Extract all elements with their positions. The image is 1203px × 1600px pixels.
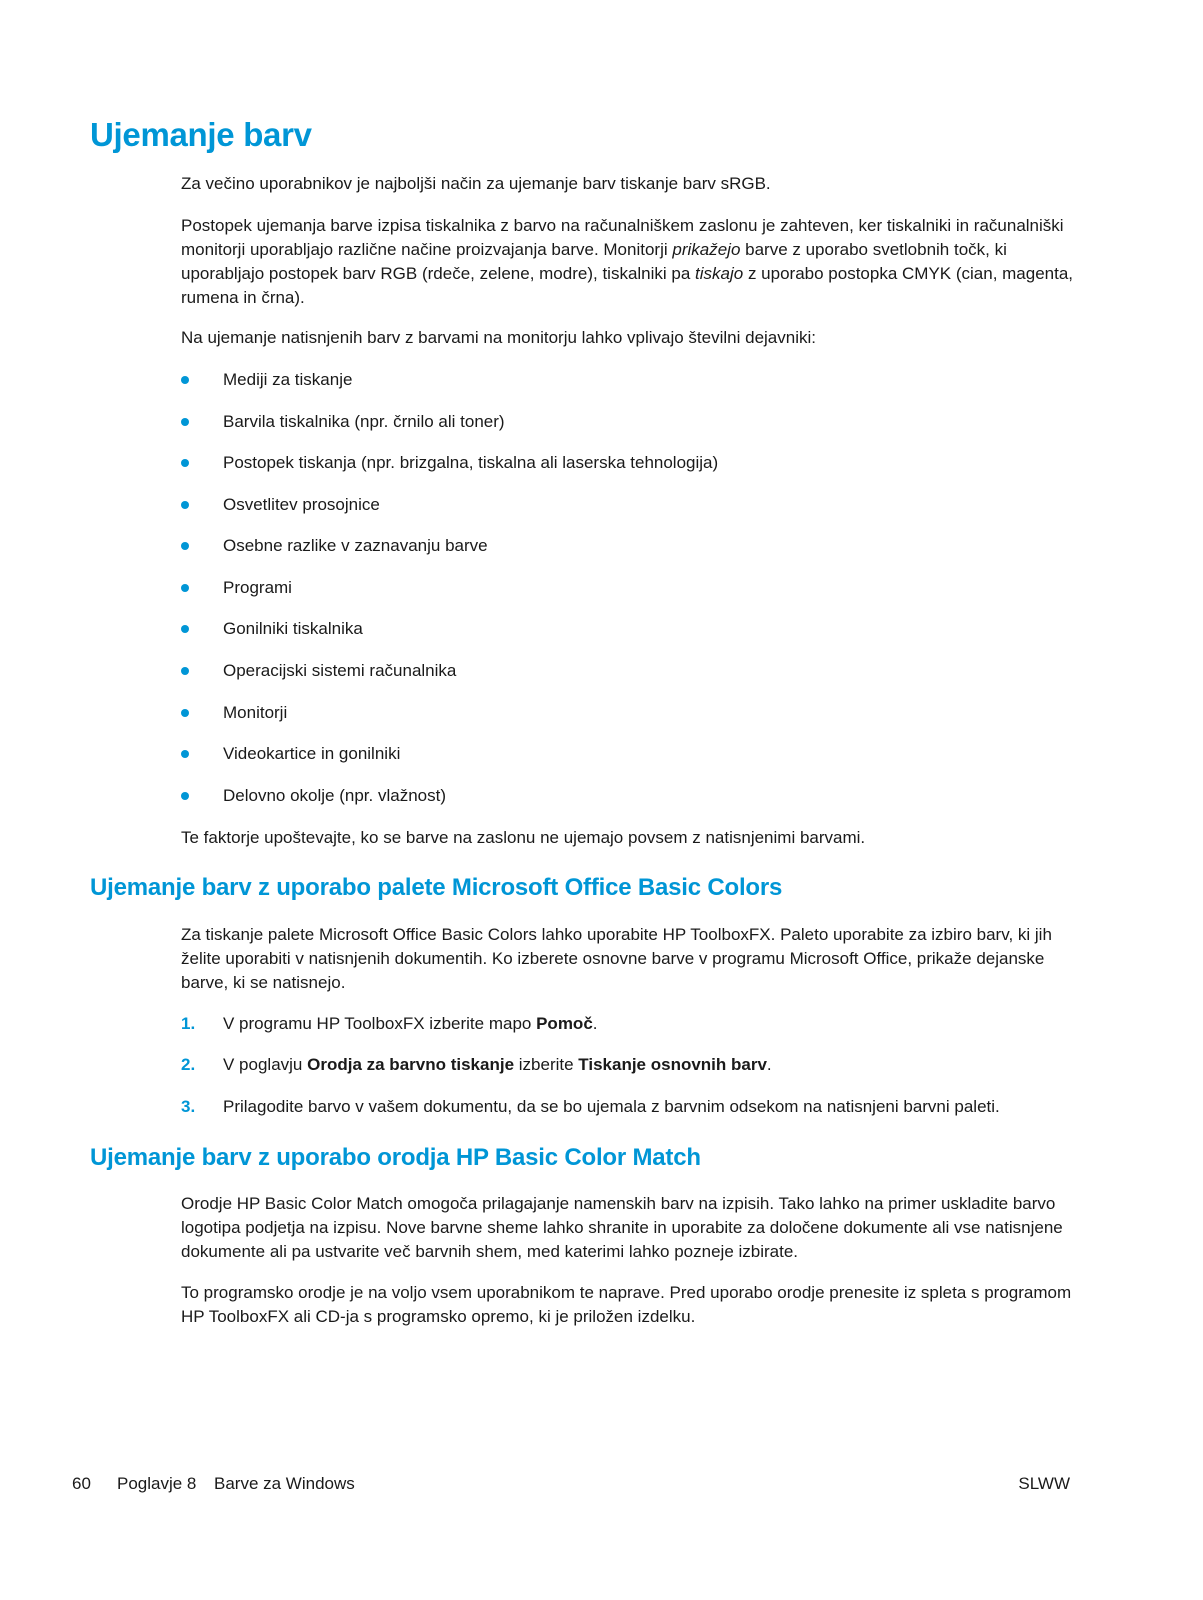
list-item-text: Delovno okolje (npr. vlažnost) (223, 786, 447, 805)
step-bold-menu: Pomoč (536, 1014, 593, 1033)
step-text-part: . (592, 1014, 598, 1033)
step-text-part: V poglavju (223, 1055, 308, 1074)
list-item-text: Mediji za tiskanje (223, 370, 353, 389)
bullet-dot-icon (181, 584, 189, 592)
step-text (223, 1012, 598, 1036)
step-text (223, 1053, 772, 1077)
list-item-text: Programi (223, 578, 292, 597)
para2-emphasis-print: tiskajo (695, 264, 744, 283)
para2-part1: Postopek ujemanja barve izpisa tiskalnika z barvo na računalniškem zaslonu je zahteven, ker tiskalniki in računalniški monitorji uporabljajo različne načine proizvajanja barve. Monitorji (181, 216, 1064, 259)
step-text-part: . (766, 1055, 772, 1074)
list-item-text: Operacijski sistemi računalnika (223, 661, 457, 680)
page-title: Ujemanje barv (90, 116, 312, 153)
list-item-text: Monitorji (223, 703, 288, 722)
bullet-dot-icon (181, 542, 189, 550)
list-item-text: Barvila tiskalnika (npr. črnilo ali toner) (223, 412, 505, 431)
list-item-text: Osebne razlike v zaznavanju barve (223, 536, 488, 555)
bullet-dot-icon (181, 667, 189, 675)
para2-emphasis-show: prikažejo (672, 240, 741, 259)
bullet-dot-icon (181, 792, 189, 800)
step-bold-item: Tiskanje osnovnih barv (578, 1055, 767, 1074)
footer-chapter: Poglavje 8 (117, 1474, 197, 1493)
factors-intro: Na ujemanje natisnjenih barv z barvami na monitorju lahko vplivajo številni dejavniki: (181, 328, 816, 347)
section-heading-office-colors: Ujemanje barv z uporabo palete Microsoft Office Basic Colors (90, 874, 783, 901)
footer-chapter-title: Barve za Windows (214, 1474, 355, 1493)
list-item-text: Postopek tiskanja (npr. brizgalna, tiskalna ali laserska tehnologija) (223, 453, 719, 472)
bullet-dot-icon (181, 501, 189, 509)
step-number: 2. (181, 1055, 196, 1074)
bullet-dot-icon (181, 625, 189, 633)
bullet-dot-icon (181, 750, 189, 758)
section2-body2: To programsko orodje je na voljo vsem uporabnikom te naprave. Pred uporabo orodje prenesite iz spleta s programom HP ToolboxFX ali CD-ja s programsko opremo, ki je priložen izdelku. (181, 1283, 1072, 1326)
section-heading-color-match: Ujemanje barv z uporabo orodja HP Basic Color Match (90, 1144, 701, 1171)
step-bold-section: Orodja za barvno tiskanje (307, 1055, 515, 1074)
rgb-cmyk-paragraph (181, 214, 1081, 310)
bullet-dot-icon (181, 709, 189, 717)
list-item-text: Osvetlitev prosojnice (223, 495, 380, 514)
bullet-dot-icon (181, 418, 189, 426)
para2-part2: barve z uporabo svetlobnih točk, ki uporabljajo postopek barv RGB (rdeče, zelene, modre), tiskalniki pa (181, 240, 1007, 283)
step-text: Prilagodite barvo v vašem dokumentu, da se bo ujemala z barvnim odsekom na natisnjeni barvni paleti. (223, 1097, 1000, 1116)
para2-part3: z uporabo postopka CMYK (cian, magenta, rumena in črna). (181, 264, 1074, 307)
intro-paragraph: Za večino uporabnikov je najboljši način za ujemanje barv tiskanje barv sRGB. (181, 174, 771, 193)
footer-code: SLWW (1018, 1474, 1070, 1493)
step-text-part: izberite (514, 1055, 579, 1074)
page-number: 60 (72, 1474, 91, 1493)
list-item-text: Gonilniki tiskalnika (223, 619, 363, 638)
step-text-part: V programu HP ToolboxFX izberite mapo (223, 1014, 537, 1033)
section2-body1: Orodje HP Basic Color Match omogoča prilagajanje namenskih barv na izpisih. Tako lahko na primer uskladite barvo logotipa podjetja na izpisu. Nove barvne sheme lahko shranite in uporabite za določene dokumente ali vse natisnjene dokumente ali pa ustvarite več barvnih shem, med katerimi lahko pozneje izbirate. (181, 1194, 1063, 1261)
factors-outro: Te faktorje upoštevajte, ko se barve na zaslonu ne ujemajo povsem z natisnjenimi barvami. (181, 828, 866, 847)
bullet-dot-icon (181, 459, 189, 467)
section1-body: Za tiskanje palete Microsoft Office Basic Colors lahko uporabite HP ToolboxFX. Paleto uporabite za izbiro barv, ki jih želite uporabiti v natisnjenih dokumentih. Ko izberete osnovne barve v programu Microsoft Office, prikaže dejanske barve, ki se natisnejo. (181, 925, 1052, 992)
step-number: 3. (181, 1097, 196, 1116)
bullet-dot-icon (181, 376, 189, 384)
list-item-text: Videokartice in gonilniki (223, 744, 401, 763)
step-number: 1. (181, 1014, 196, 1033)
